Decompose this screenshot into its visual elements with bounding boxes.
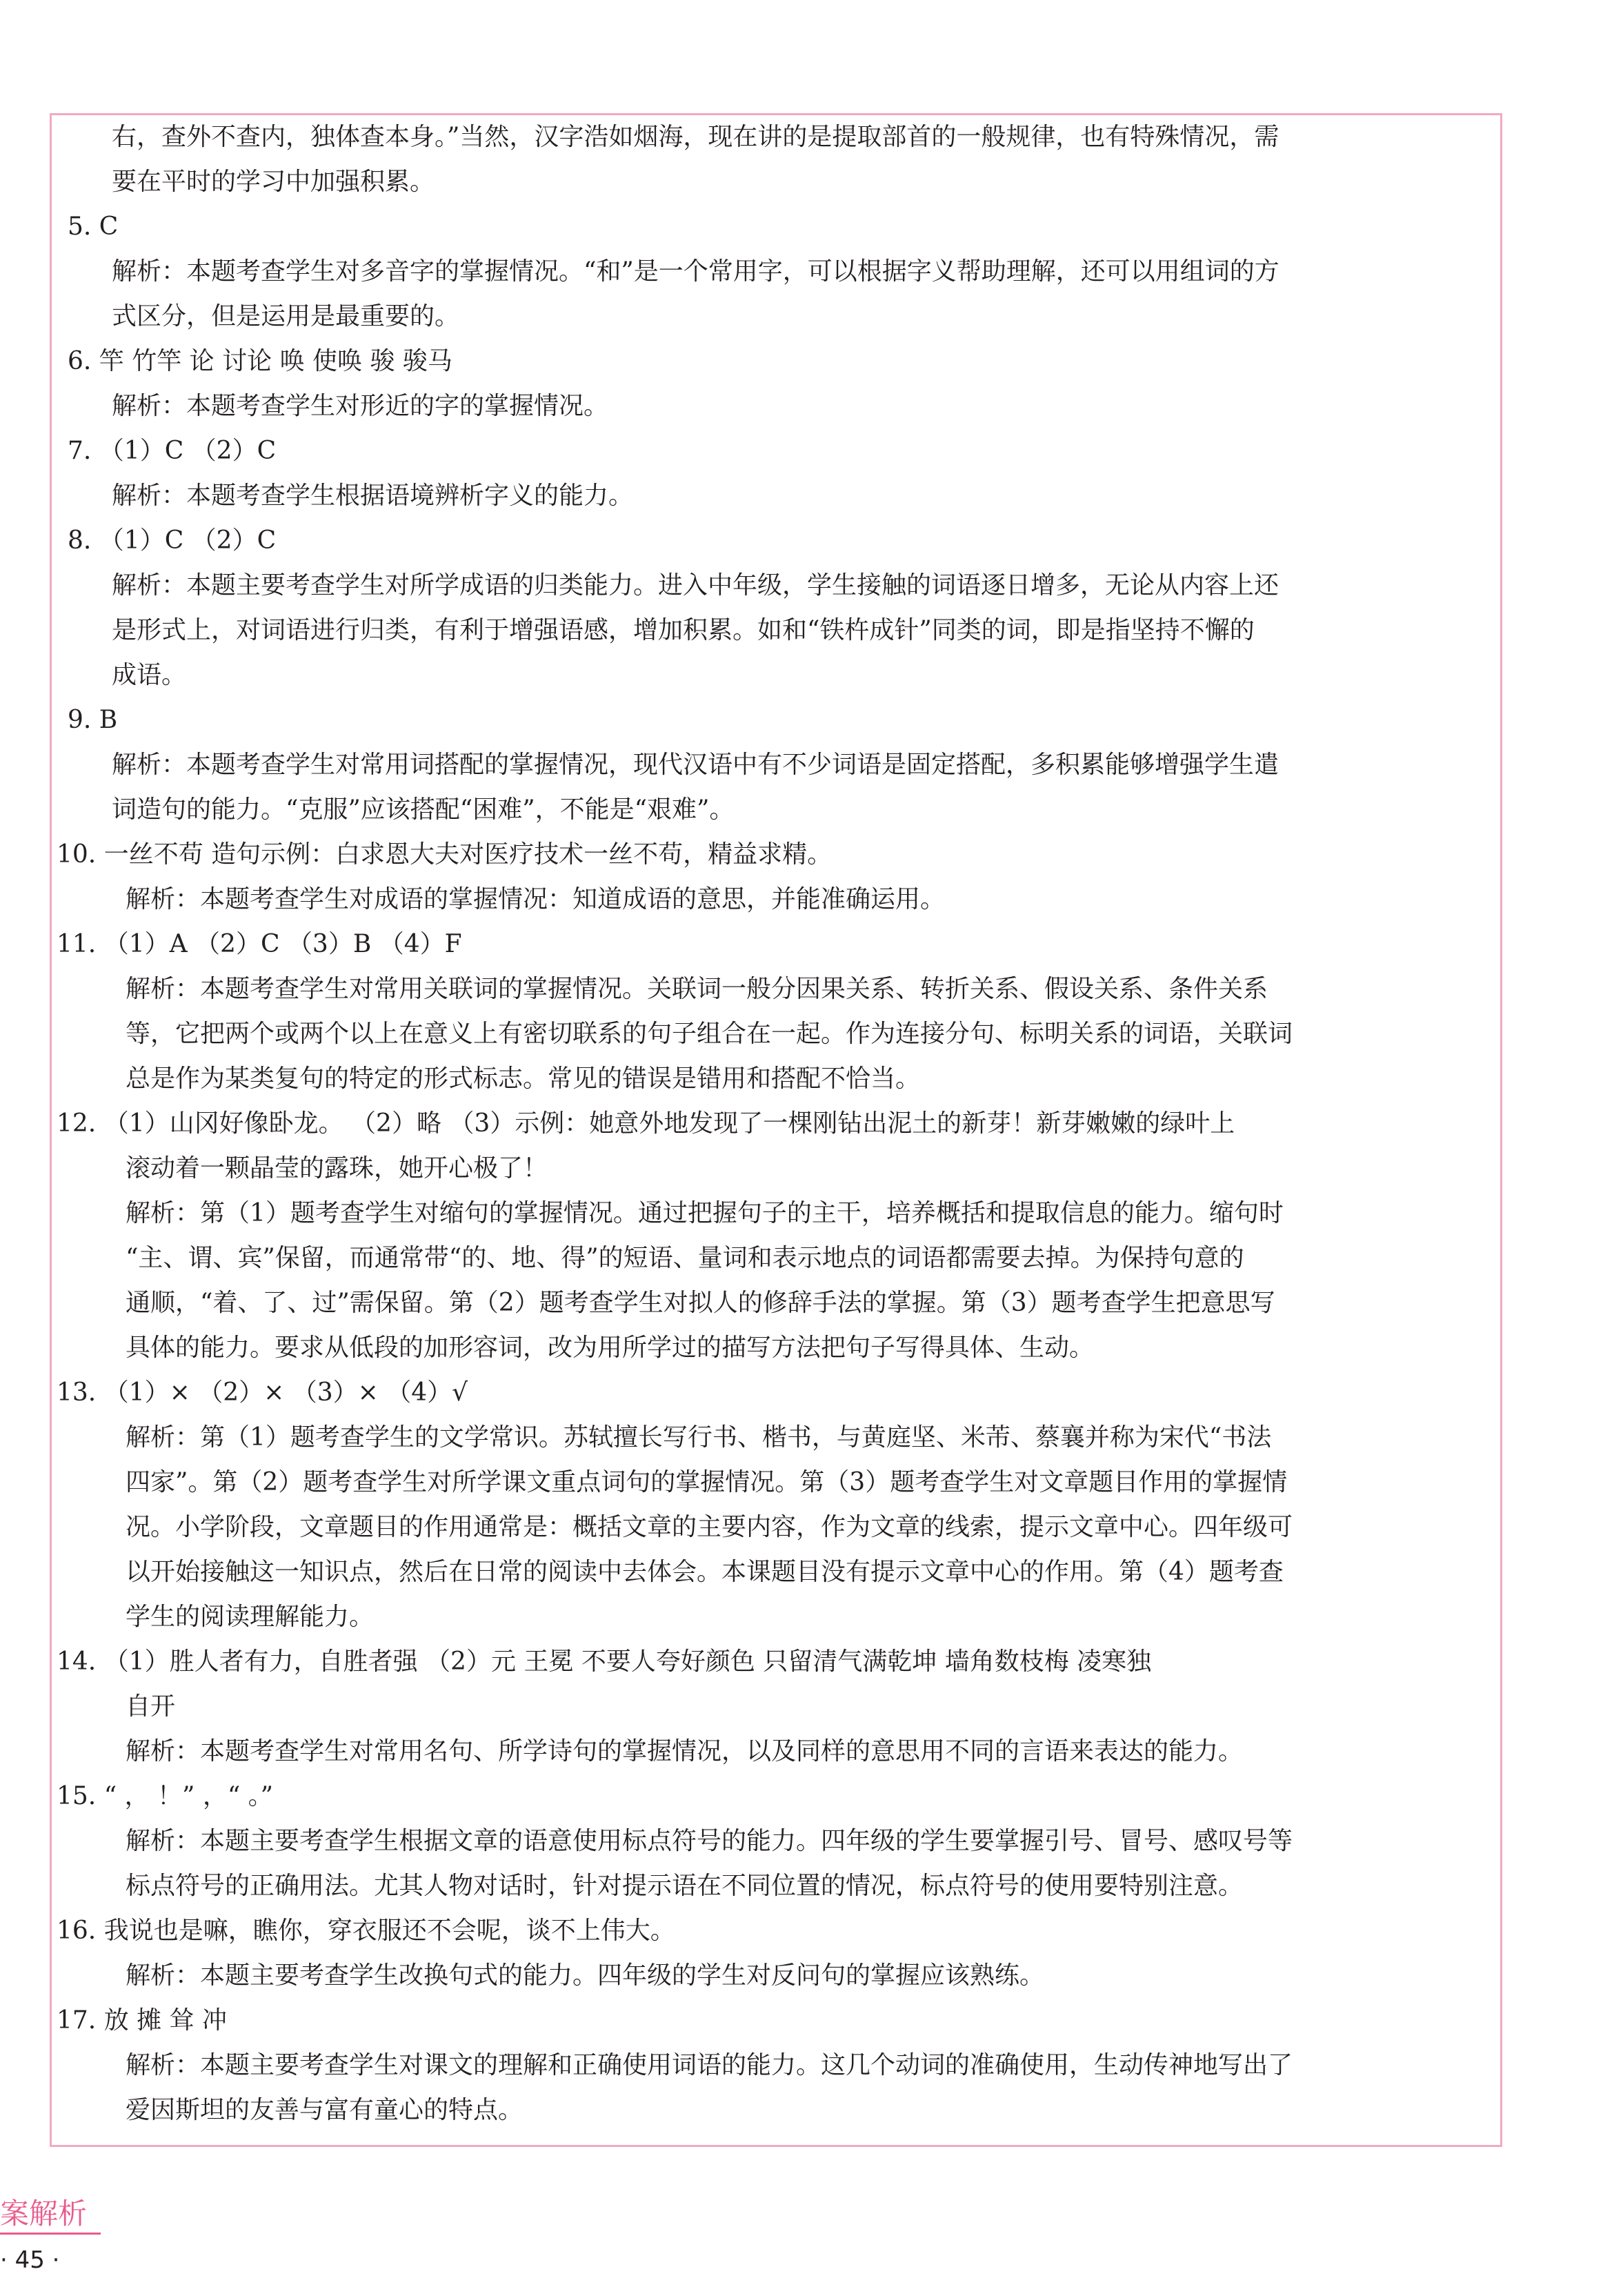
text-line: 解析：本题考查学生对常用词搭配的掌握情况，现代汉语中有不少词语是固定搭配，多积累能够增强学生遣 bbox=[112, 751, 1279, 779]
text-line: 式区分，但是运用是最重要的。 bbox=[112, 302, 460, 330]
text-line: 解析：第（1）题考查学生的文学常识。苏轼擅长写行书、楷书，与黄庭坚、米芾、蔡襄并称为宋代“书法 bbox=[126, 1423, 1272, 1452]
text-line: 解析：本题考查学生对常用关联词的掌握情况。关联词一般分因果关系、转折关系、假设关系、条件关系 bbox=[126, 975, 1268, 1003]
text-line: 解析：第（1）题考查学生对缩句的掌握情况。通过把握句子的主干，培养概括和提取信息的能力。缩句时 bbox=[126, 1199, 1284, 1227]
text-line: 10. 一丝不苟 造句示例：白求恩大夫对医疗技术一丝不苟，精益求精。 bbox=[57, 840, 833, 869]
text-line: 解析：本题主要考查学生根据文章的语意使用标点符号的能力。四年级的学生要掌握引号、冒号、感叹号等 bbox=[126, 1827, 1293, 1855]
answer-text-body bbox=[57, 115, 1491, 2132]
text-line: 解析：本题考查学生根据语境辨析字义的能力。 bbox=[112, 482, 634, 510]
text-line: 解析：本题考查学生对形近的字的掌握情况。 bbox=[112, 392, 609, 420]
text-line: 9. B bbox=[68, 706, 118, 734]
text-line: 解析：本题主要考查学生对所学成语的归类能力。进入中年级，学生接触的词语逐日增多，无论从内容上还 bbox=[112, 571, 1279, 600]
text-line: 6. 竿 竹竿 论 讨论 唤 使唤 骏 骏马 bbox=[68, 347, 452, 375]
text-line: 成语。 bbox=[112, 661, 187, 689]
text-line: 等，它把两个或两个以上在意义上有密切联系的句子组合在一起。作为连接分句、标明关系的词语，关联词 bbox=[126, 1020, 1293, 1048]
text-line: 14. （1）胜人者有力，自胜者强 （2）元 王冕 不要人夸好颜色 只留清气满乾坤 墙角数枝梅 凌寒独 bbox=[57, 1647, 1152, 1676]
text-line: “主、谓、宾”保留，而通常带“的、地、得”的短语、量词和表示地点的词语都需要去掉。为保持句意的 bbox=[126, 1244, 1244, 1272]
text-line: 右，查外不查内，独体查本身。”当然，汉字浩如烟海，现在讲的是提取部首的一般规律，也有特殊情况，需 bbox=[112, 123, 1279, 151]
text-line: 爱因斯坦的友善与富有童心的特点。 bbox=[126, 2096, 524, 2124]
text-line: 7. （1）C （2）C bbox=[68, 437, 277, 465]
text-line: 15. “ ， ！” ，“ 。” bbox=[57, 1782, 274, 1810]
text-line: 学生的阅读理解能力。 bbox=[126, 1603, 375, 1631]
text-line: 16. 我说也是嘛，瞧你，穿衣服还不会呢，谈不上伟大。 bbox=[57, 1917, 675, 1945]
text-line: 总是作为某类复句的特定的形式标志。常见的错误是错用和搭配不恰当。 bbox=[126, 1065, 921, 1093]
text-line: 5. C bbox=[68, 212, 119, 241]
text-line: 13. （1）× （2）× （3）× （4）√ bbox=[57, 1378, 468, 1407]
page-number: · 45 · bbox=[0, 2246, 60, 2274]
text-line: 通顺，“着、了、过”需保留。第（2）题考查学生对拟人的修辞手法的掌握。第（3）题考查学生把意思写 bbox=[126, 1289, 1275, 1317]
text-line: 四家”。第（2）题考查学生对所学课文重点词句的掌握情况。第（3）题考查学生对文章题目作用的掌握情 bbox=[126, 1468, 1288, 1496]
text-line: 自开 bbox=[126, 1692, 176, 1721]
text-line: 解析：本题考查学生对成语的掌握情况：知道成语的意思，并能准确运用。 bbox=[126, 885, 946, 913]
text-line: 解析：本题考查学生对常用名句、所学诗句的掌握情况，以及同样的意思用不同的言语来表达的能力。 bbox=[126, 1737, 1244, 1765]
text-line: 要在平时的学习中加强积累。 bbox=[112, 168, 435, 196]
text-line: 标点符号的正确用法。尤其人物对话时，针对提示语在不同位置的情况，标点符号的使用要特别注意。 bbox=[126, 1872, 1244, 1900]
text-line: 解析：本题主要考查学生改换句式的能力。四年级的学生对反问句的掌握应该熟练。 bbox=[126, 1961, 1045, 1990]
text-line: 解析：本题主要考查学生对课文的理解和正确使用词语的能力。这几个动词的准确使用，生动传神地写出了 bbox=[126, 2051, 1293, 2079]
text-line: 17. 放 摊 耸 冲 bbox=[57, 2006, 228, 2035]
text-line: 8. （1）C （2）C bbox=[68, 526, 277, 555]
text-line: 滚动着一颗晶莹的露珠，她开心极了！ bbox=[126, 1154, 548, 1182]
section-label: 案解析 bbox=[0, 2191, 101, 2235]
text-line: 是形式上，对词语进行归类，有利于增强语感，增加积累。如和“铁杵成针”同类的词，即是指坚持不懈的 bbox=[112, 616, 1255, 644]
text-line: 12. （1）山冈好像卧龙。 （2）略 （3）示例：她意外地发现了一棵刚钻出泥土的新芽！新芽嫩嫩的绿叶上 bbox=[57, 1109, 1235, 1138]
text-line: 况。小学阶段，文章题目的作用通常是：概括文章的主要内容，作为文章的线索，提示文章中心。四年级可 bbox=[126, 1513, 1293, 1541]
text-line: 具体的能力。要求从低段的加形容词，改为用所学过的描写方法把句子写得具体、生动。 bbox=[126, 1334, 1095, 1362]
text-line: 解析：本题考查学生对多音字的掌握情况。“和”是一个常用字，可以根据字义帮助理解，还可以用组词的方 bbox=[112, 257, 1279, 286]
text-line: 以开始接触这一知识点，然后在日常的阅读中去体会。本课题目没有提示文章中心的作用。第（4）题考查 bbox=[126, 1558, 1284, 1586]
text-line: 词造句的能力。“克服”应该搭配“困难”，不能是“艰难”。 bbox=[112, 795, 735, 824]
text-line: 11. （1）A （2）C （3）B （4）F bbox=[57, 930, 462, 958]
